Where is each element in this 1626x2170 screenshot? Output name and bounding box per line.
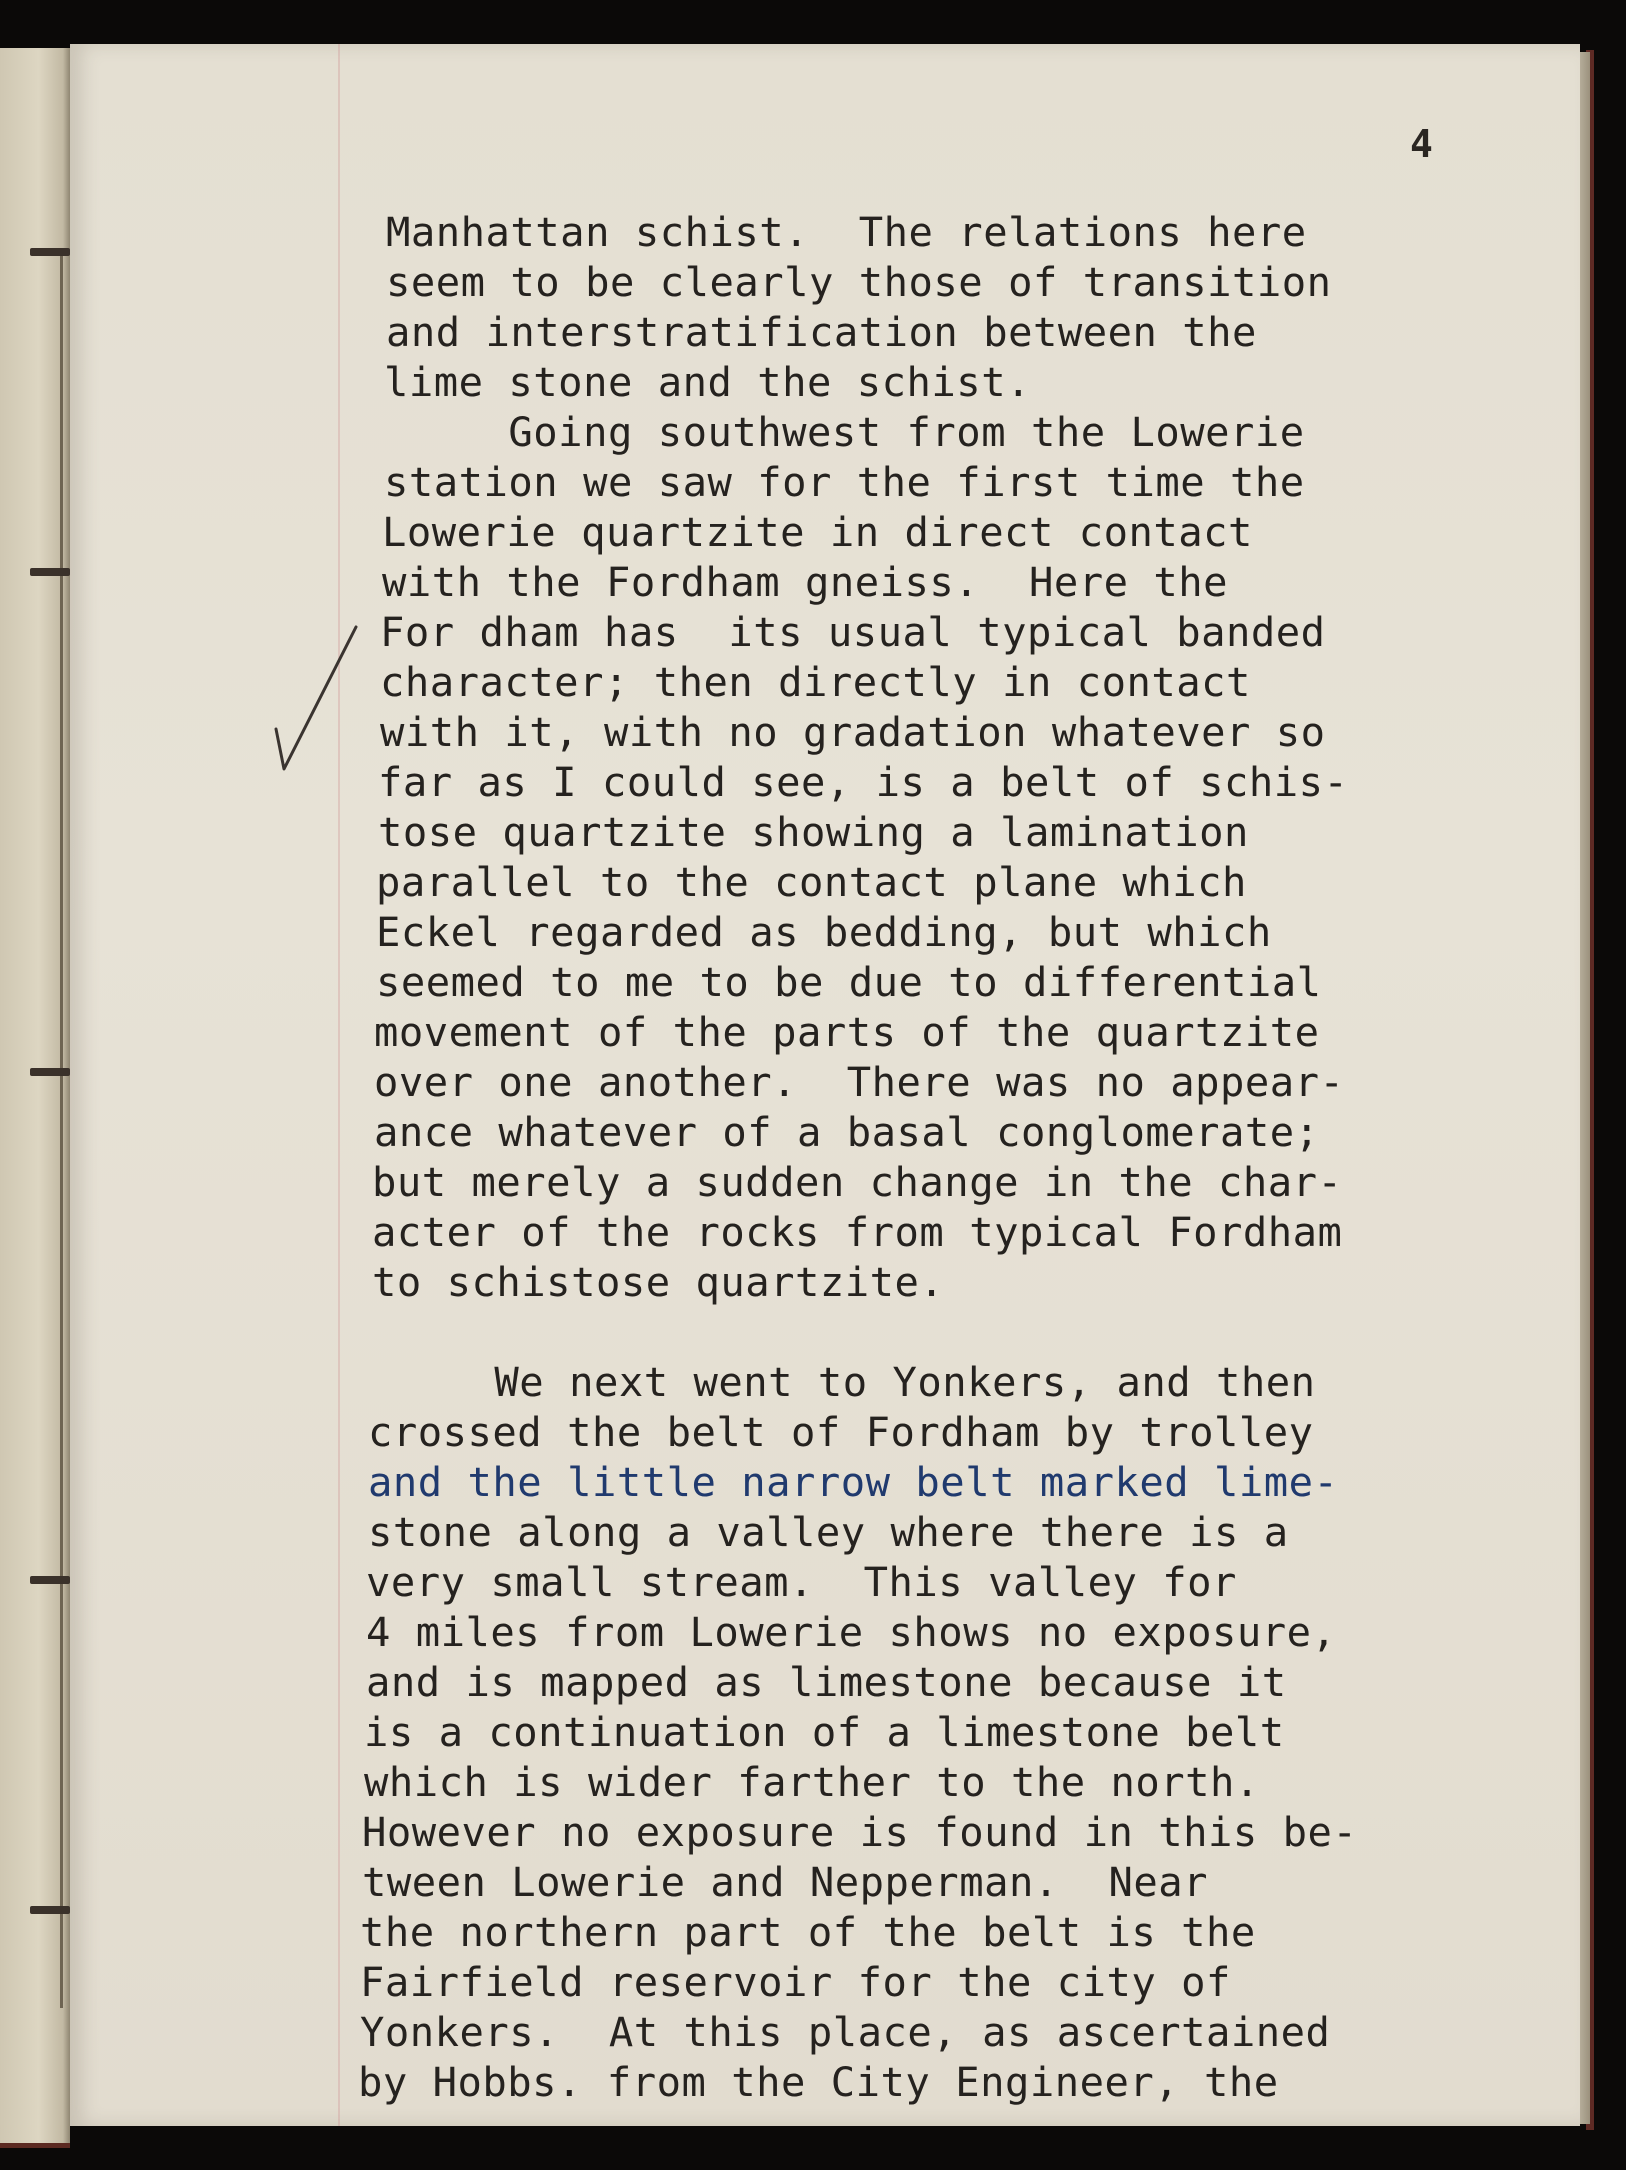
text-line: 4 miles from Lowerie shows no exposure, [366,1608,1337,1656]
text-line: movement of the parts of the quartzite [374,1008,1320,1056]
text-line: and the little narrow belt marked lime- [368,1458,1339,1506]
text-line: very small stream. This valley for [366,1558,1237,1606]
text-line: station we saw for the first time the [384,458,1305,506]
text-line: and interstratification between the [386,308,1257,356]
text-line: Eckel regarded as bedding, but which [376,908,1272,956]
text-line: character; then directly in contact [380,658,1251,706]
text-line: Fairfield reservoir for the city of [360,1958,1231,2006]
page-number: 4 [1410,122,1433,166]
text-line: seemed to me to be due to differential [376,958,1322,1006]
text-line: acter of the rocks from typical Fordham [372,1208,1343,1256]
text-line: which is wider farther to the north. [364,1758,1260,1806]
previous-page-edge [0,48,70,2148]
text-line: and is mapped as limestone because it [366,1658,1287,1706]
text-line: stone along a valley where there is a [368,1508,1289,1556]
binding-stitch [30,1906,70,1914]
text-line: Going southwest from the Lowerie [384,408,1305,456]
text-line: tween Lowerie and Nepperman. Near [362,1858,1209,1906]
text-line: We next went to Yonkers, and then [370,1358,1316,1406]
text-line: seem to be clearly those of transition [386,258,1332,306]
binding-stitch [30,568,70,576]
text-line: Manhattan schist. The relations here [386,208,1307,256]
text-line: is a continuation of a limestone belt [364,1708,1285,1756]
text-line: However no exposure is found in this be- [362,1808,1358,1856]
typed-page [70,44,1580,2126]
text-line: the northern part of the belt is the [360,1908,1256,1956]
text-line: with the Fordham gneiss. Here the [382,558,1229,606]
text-line: Lowerie quartzite in direct contact [382,508,1253,556]
text-line: lime stone and the schist. [384,358,1031,406]
text-line: For dham has its usual typical banded [380,608,1326,656]
text-line: parallel to the contact plane which [376,858,1247,906]
text-line: by Hobbs. from the City Engineer, the [358,2058,1279,2106]
text-line: far as I could see, is a belt of schis- [378,758,1349,806]
text-line: Yonkers. At this place, as ascertained [360,2008,1331,2056]
text-line: over one another. There was no appear- [374,1058,1345,1106]
text-line: ance whatever of a basal conglomerate; [374,1108,1320,1156]
binding-stitch [30,248,70,256]
binding-stitch [30,1576,70,1584]
text-line: but merely a sudden change in the char- [372,1158,1343,1206]
text-line: tose quartzite showing a lamination [378,808,1249,856]
binding-thread [60,248,63,2008]
text-line: crossed the belt of Fordham by trolley [368,1408,1314,1456]
margin-rule [338,44,340,2126]
binding-stitch [30,1068,70,1076]
text-line: with it, with no gradation whatever so [380,708,1326,756]
check-mark-icon [270,619,360,779]
text-line: to schistose quartzite. [372,1258,945,1306]
